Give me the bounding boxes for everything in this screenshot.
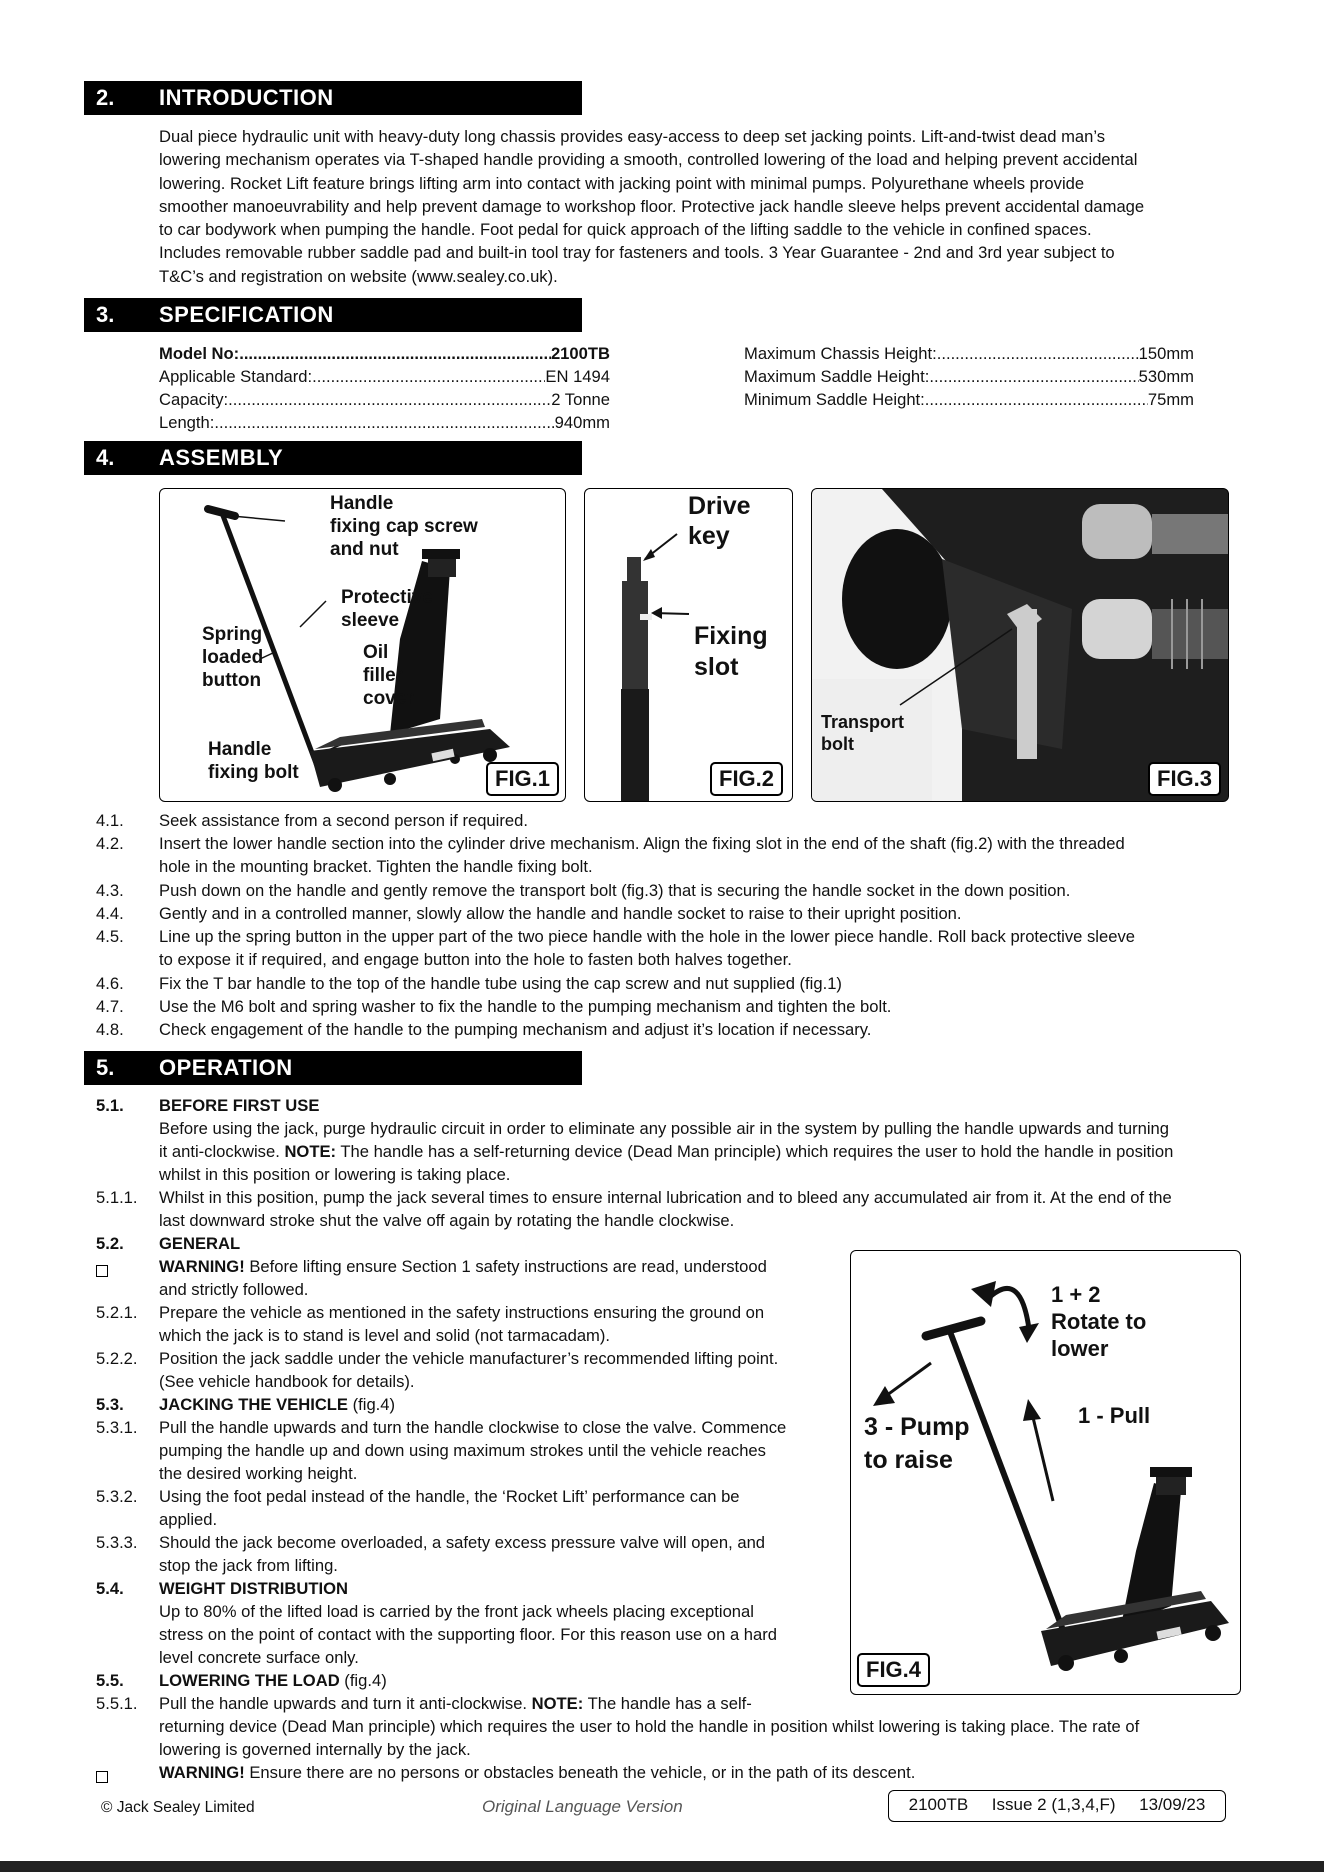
spec-value: 75mm (1147, 390, 1194, 409)
section-header-operation (84, 1051, 582, 1085)
spec-row-chassis-height (744, 342, 1194, 365)
label-rotate-to-lower: 1 + 2 Rotate to lower (1051, 1282, 1147, 1361)
spec-label: Capacity: (159, 390, 229, 409)
spec-row-length (159, 411, 610, 434)
spec-row-min-saddle (744, 388, 1194, 411)
text-line: Includes removable rubber saddle pad and built-in tool tray for fasteners and tools. 3 Year Guarantee - 2nd and 3rd year subject to (159, 243, 1115, 263)
label-transport-bolt: Transport bolt (821, 712, 905, 754)
text-line: lowering mechanism operates via T-shaped handle providing a smooth, controlled lowering of the load and helping prevent accidental (159, 150, 1138, 170)
section-title: INTRODUCTION (159, 85, 334, 110)
spec-label: Minimum Saddle Height: (744, 390, 925, 409)
text-line: lowering. Rocket Lift feature brings lifting arm into contact with jacking point with minimal pumps. Polyurethane wheels provide (159, 173, 1085, 193)
figure-3 (811, 488, 1229, 802)
label-handle-fixing-cap: Handle fixing cap screw and nut (330, 493, 478, 560)
spec-table-left (159, 342, 610, 434)
section-title: OPERATION (159, 1055, 293, 1080)
label-protective-sleeve: Protective sleeve (341, 587, 433, 631)
figure-tag: FIG.1 (486, 762, 559, 796)
section-header-introduction (84, 81, 582, 115)
label-pump-to-raise: 3 - Pump to raise (864, 1413, 970, 1474)
spec-value: 2100TB (550, 344, 610, 363)
spec-value: 940mm (554, 413, 610, 432)
section-header-assembly (84, 441, 582, 475)
text-line: T&C’s and registration on website (www.sealey.co.uk). (159, 266, 558, 286)
label-oil-filler-cover: Oil filler cover (363, 642, 414, 709)
section-header-specification (84, 298, 582, 332)
section-title: ASSEMBLY (159, 445, 284, 470)
spec-table-right (744, 342, 1194, 411)
spec-row-standard (159, 365, 610, 388)
figure-tag: FIG.2 (710, 762, 783, 796)
section-number: 4. (96, 445, 115, 470)
text-line: smoother manoeuvrability and help prevent damage to workshop floor. Protective jack handle sleeve helps prevent accidental damage (159, 196, 1145, 216)
section-number: 5. (96, 1055, 115, 1080)
introduction-text (159, 125, 1239, 288)
label-spring-loaded-button: Spring loaded button (202, 624, 264, 691)
figure-tag: FIG.4 (857, 1653, 930, 1687)
figure-2 (584, 488, 793, 802)
label-pull: 1 - Pull (1078, 1403, 1151, 1428)
spec-label: Maximum Chassis Height: (744, 344, 937, 363)
spec-value: EN 1494 (545, 367, 610, 386)
spec-label: Maximum Saddle Height: (744, 367, 930, 386)
spec-label: Applicable Standard: (159, 367, 313, 386)
text-line: Dual piece hydraulic unit with heavy-duty long chassis provides easy-access to deep set jacking points. Lift-and-twist dead man’s (159, 127, 1106, 146)
footer-language: Original Language Version (482, 1797, 683, 1816)
figure-tag: FIG.3 (1148, 762, 1221, 796)
text-line: to car bodywork when pumping the handle. Foot pedal for quick approach of the lifting saddle to the vehicle in confined spaces. (159, 220, 1092, 240)
spec-value: 150mm (1138, 344, 1194, 363)
label-drive-key: Drive key (688, 492, 751, 550)
label-fixing-slot: Fixing slot (694, 622, 768, 681)
figure-1 (159, 488, 566, 802)
spec-label: Model No: (159, 344, 240, 363)
page-bottom-bar (0, 1861, 1324, 1872)
label-handle-fixing-bolt: Handle fixing bolt (208, 739, 299, 783)
checkbox-icon (96, 1265, 108, 1277)
spec-value: 530mm (1138, 367, 1194, 386)
footer-issue-info: 2100TB Issue 2 (1,3,4,F) 13/09/23 (888, 1790, 1226, 1822)
spec-row-capacity (159, 388, 610, 411)
spec-row-model (159, 342, 610, 365)
footer-copyright: © Jack Sealey Limited (101, 1799, 255, 1816)
spec-value: 2 Tonne (551, 390, 610, 409)
checkbox-icon (96, 1771, 108, 1783)
section-number: 2. (96, 85, 115, 110)
section-number: 3. (96, 302, 115, 327)
spec-row-max-saddle (744, 365, 1194, 388)
figure-4 (850, 1250, 1241, 1695)
spec-label: Length: (159, 413, 215, 432)
section-title: SPECIFICATION (159, 302, 334, 327)
